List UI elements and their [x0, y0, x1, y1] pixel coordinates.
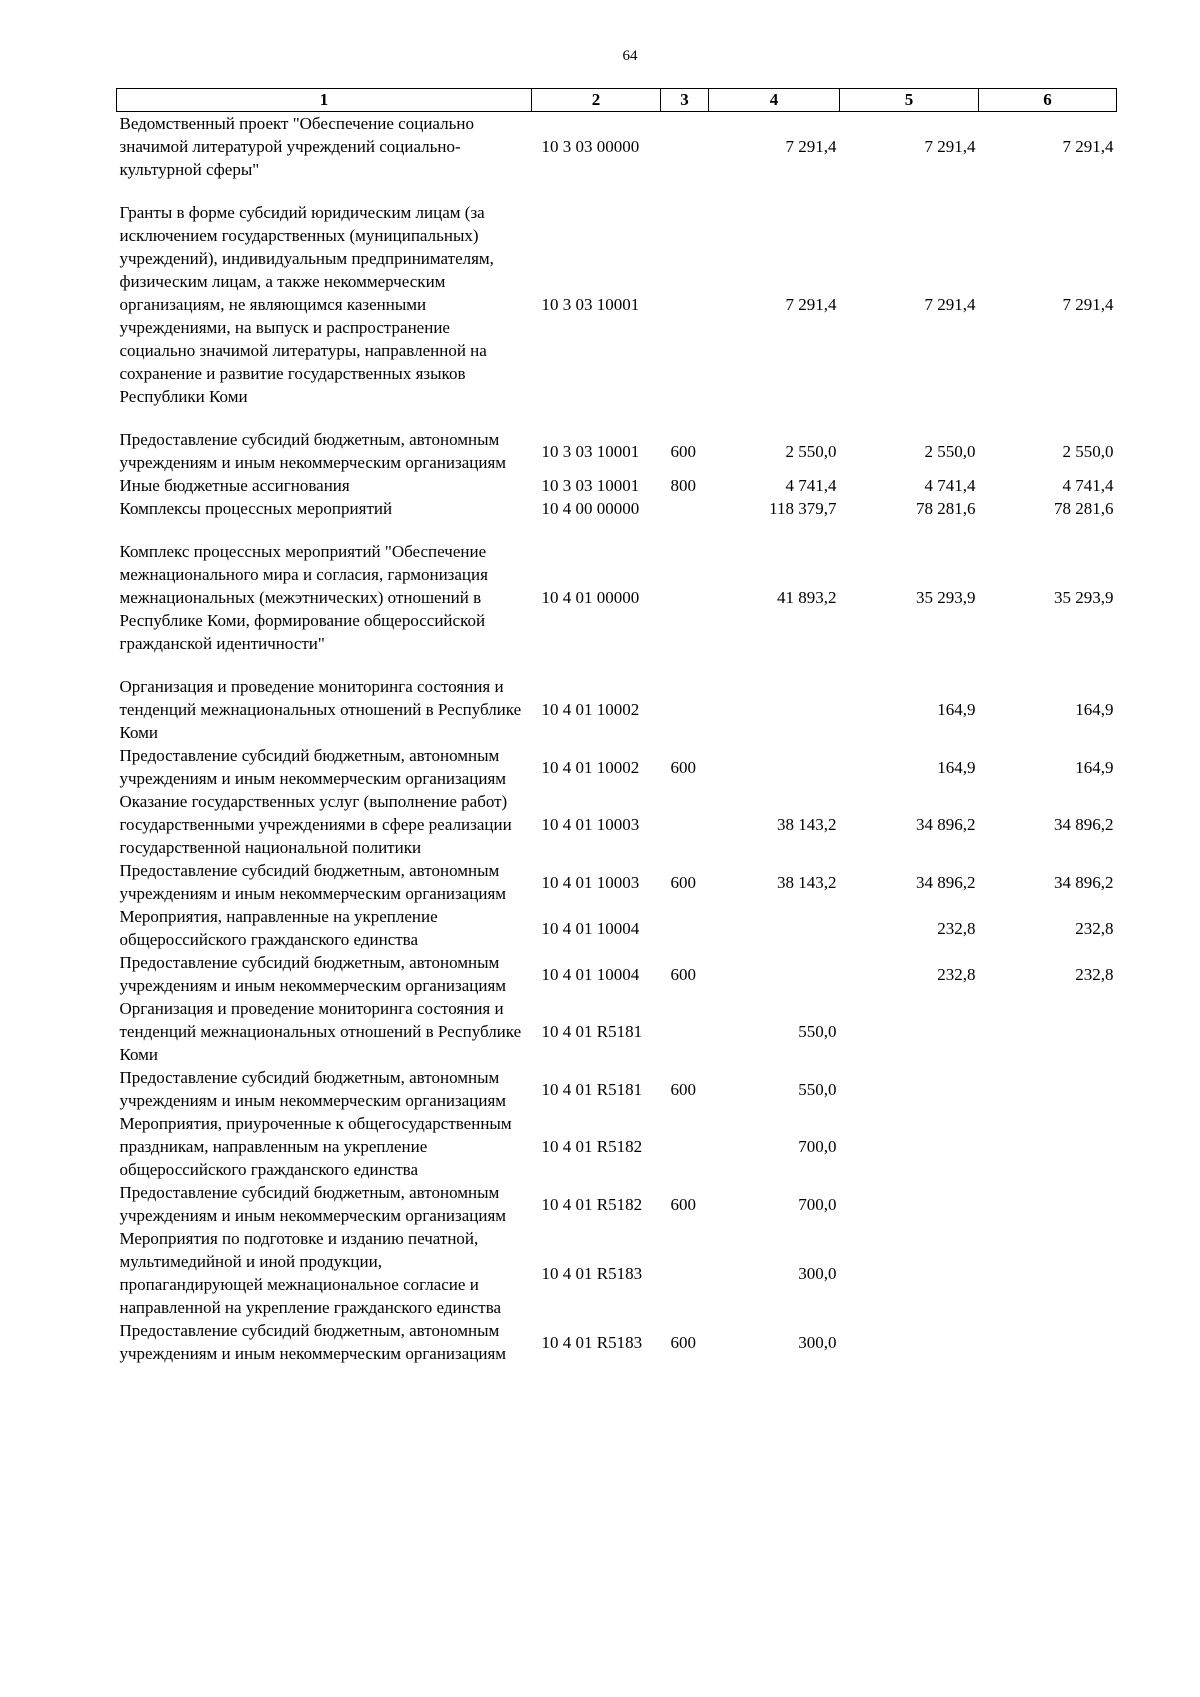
- row-spacer-cell: [117, 655, 1117, 675]
- row-value-col5-cell: 34 896,2: [916, 815, 976, 834]
- row-name-cell: Гранты в форме субсидий юридическим лицам (за исключением государственных (муниципальных) учреждений), индивидуальным предпринимателям, физическим лицам, а также некоммерческим организациям, не являющимся казенными учреждениями, на выпуск и распространение социально значимой литературы, направленной на сохранение и развитие государственных языков Республики Коми: [119, 203, 494, 406]
- row-code-cell: 10 4 01 10004: [541, 918, 640, 938]
- row-code-cell: 10 4 01 10004: [541, 964, 640, 984]
- row-value-col5-cell: [840, 997, 979, 1066]
- row-name-cell: Предоставление субсидий бюджетным, автономным учреждениям и иным некоммерческим организациям: [119, 953, 507, 995]
- row-code-cell: 10 4 01 R5181: [541, 1022, 643, 1041]
- row-expense-type-cell: [661, 905, 709, 951]
- column-header-3: 3: [661, 89, 709, 112]
- row-code-cell: 10 4 01 00000: [541, 588, 640, 607]
- row-value-col5-cell: 232,8: [937, 918, 976, 938]
- row-value-col5-cell: 7 291,4: [924, 295, 976, 314]
- row-value-col6-cell: 34 896,2: [1054, 872, 1114, 892]
- row-name-cell: Ведомственный проект "Обеспечение социально значимой литературой учреждений социально-культурной сферы": [119, 114, 474, 179]
- row-code-cell: 10 4 01 R5183: [541, 1332, 643, 1352]
- row-name-cell: Комплекс процессных мероприятий "Обеспечение межнационального мира и согласия, гармонизация межнациональных (межэтнических) отношений в Республике Коми, формирование общероссийской гражданской идентичности": [119, 542, 488, 653]
- table-header: [117, 89, 1117, 112]
- row-expense-type-cell: [661, 540, 709, 655]
- table-row: [117, 428, 1117, 474]
- column-header-2: 2: [532, 89, 661, 112]
- table-row: [117, 201, 1117, 408]
- row-expense-type-cell: [661, 1112, 709, 1181]
- page-number: 64: [622, 48, 638, 64]
- row-value-col6-cell: 164,9: [1075, 757, 1114, 777]
- header-row: [117, 89, 1117, 112]
- row-spacer: [117, 181, 1117, 201]
- row-expense-type-cell: [661, 497, 709, 520]
- row-value-col4-cell: 300,0: [798, 1332, 837, 1352]
- row-code-cell: 10 4 01 10003: [541, 872, 640, 892]
- row-value-col5-cell: 2 550,0: [924, 441, 976, 461]
- row-value-col6-cell: [979, 1319, 1117, 1365]
- row-value-col4-cell: 38 143,2: [777, 872, 837, 892]
- row-value-col6-cell: [979, 1181, 1117, 1227]
- row-value-col4-cell: 7 291,4: [785, 137, 837, 156]
- row-value-col6-cell: [979, 1112, 1117, 1181]
- row-value-col6-cell: 232,8: [1075, 964, 1114, 984]
- table-row: [117, 1066, 1117, 1112]
- table-row: [117, 997, 1117, 1066]
- row-expense-type-cell: [661, 201, 709, 408]
- row-spacer: [117, 520, 1117, 540]
- row-spacer-cell: [117, 408, 1117, 428]
- row-code-cell: 10 4 01 R5183: [541, 1263, 643, 1283]
- row-value-col6-cell: [979, 997, 1117, 1066]
- row-value-col6-cell: 78 281,6: [1054, 499, 1114, 518]
- row-value-col6-cell: 7 291,4: [1062, 137, 1114, 156]
- row-code-cell: 10 4 01 10002: [541, 757, 640, 777]
- table-row: [117, 1227, 1117, 1319]
- row-name-cell: Оказание государственных услуг (выполнение работ) государственными учреждениями в сфере реализации государственной национальной политики: [119, 792, 512, 857]
- row-value-col5-cell: [840, 1319, 979, 1365]
- column-header-4: 4: [709, 89, 840, 112]
- row-value-col5-cell: 34 896,2: [916, 872, 976, 892]
- row-expense-type-cell: 600: [670, 872, 696, 892]
- row-value-col5-cell: [840, 1181, 979, 1227]
- row-value-col4-cell: 700,0: [798, 1194, 837, 1214]
- row-name-cell: Предоставление субсидий бюджетным, автономным учреждениям и иным некоммерческим организациям: [119, 1321, 507, 1363]
- table-row: [117, 859, 1117, 905]
- row-expense-type-cell: 600: [670, 1332, 696, 1352]
- row-name-cell: Мероприятия по подготовке и изданию печатной, мультимедийной и иной продукции, пропагандирующей межнациональное согласие и направленной на укрепление гражданского единства: [119, 1229, 502, 1317]
- row-code-cell: 10 4 01 R5182: [541, 1194, 643, 1214]
- row-value-col5-cell: 78 281,6: [916, 499, 976, 518]
- row-value-col4-cell: 550,0: [798, 1022, 837, 1041]
- row-value-col6-cell: 34 896,2: [1054, 815, 1114, 834]
- row-value-col6-cell: 232,8: [1075, 918, 1114, 938]
- table-row: [117, 790, 1117, 859]
- row-value-col5-cell: [840, 1227, 979, 1319]
- table-row: [117, 474, 1117, 497]
- row-code-cell: 10 3 03 10001: [541, 295, 640, 314]
- row-expense-type-cell: [661, 790, 709, 859]
- row-value-col4-cell: 550,0: [798, 1079, 837, 1099]
- row-spacer-cell: [117, 520, 1117, 540]
- table-row: [117, 744, 1117, 790]
- row-expense-type-cell: [661, 1227, 709, 1319]
- table-row: [117, 112, 1117, 182]
- table-row: [117, 675, 1117, 744]
- row-code-cell: 10 4 00 00000: [541, 499, 640, 518]
- row-expense-type-cell: [661, 675, 709, 744]
- row-name-cell: Предоставление субсидий бюджетным, автономным учреждениям и иным некоммерческим организациям: [119, 746, 507, 788]
- row-spacer: [117, 655, 1117, 675]
- row-expense-type-cell: [661, 997, 709, 1066]
- row-name-cell: Предоставление субсидий бюджетным, автономным учреждениям и иным некоммерческим организациям: [119, 1068, 507, 1110]
- column-header-1: 1: [117, 89, 532, 112]
- row-code-cell: 10 3 03 10001: [541, 441, 640, 461]
- row-value-col4-cell: 300,0: [798, 1263, 837, 1283]
- row-name-cell: Организация и проведение мониторинга состояния и тенденций межнациональных отношений в Республике Коми: [119, 677, 522, 742]
- row-value-col5-cell: [840, 1112, 979, 1181]
- row-spacer-cell: [117, 181, 1117, 201]
- row-value-col4-cell: [709, 905, 840, 951]
- row-expense-type-cell: 600: [670, 441, 696, 461]
- row-value-col4-cell: 118 379,7: [769, 499, 837, 518]
- row-value-col6-cell: [979, 1227, 1117, 1319]
- row-value-col4-cell: 38 143,2: [777, 815, 837, 834]
- row-expense-type-cell: [661, 112, 709, 182]
- row-name-cell: Предоставление субсидий бюджетным, автономным учреждениям и иным некоммерческим организациям: [119, 430, 507, 472]
- row-name-cell: Комплексы процессных мероприятий: [119, 499, 393, 518]
- row-expense-type-cell: 600: [670, 1079, 696, 1099]
- row-value-col6-cell: [979, 1066, 1117, 1112]
- row-code-cell: 10 3 03 00000: [541, 137, 640, 156]
- row-value-col4-cell: [709, 951, 840, 997]
- table-row: [117, 1319, 1117, 1365]
- row-expense-type-cell: 800: [670, 476, 696, 495]
- row-value-col6-cell: 35 293,9: [1054, 588, 1114, 607]
- row-value-col6-cell: 164,9: [1075, 700, 1114, 719]
- row-value-col4-cell: [709, 675, 840, 744]
- row-value-col5-cell: 7 291,4: [924, 137, 976, 156]
- row-value-col5-cell: 35 293,9: [916, 588, 976, 607]
- row-code-cell: 10 4 01 R5181: [541, 1079, 643, 1099]
- table-row: [117, 1181, 1117, 1227]
- table-row: [117, 540, 1117, 655]
- row-name-cell: Мероприятия, приуроченные к общегосударственным праздникам, направленным на укрепление общероссийского гражданского единства: [119, 1114, 512, 1179]
- table-row: [117, 1112, 1117, 1181]
- row-name-cell: Предоставление субсидий бюджетным, автономным учреждениям и иным некоммерческим организациям: [119, 1183, 507, 1225]
- row-value-col5-cell: [840, 1066, 979, 1112]
- row-code-cell: 10 3 03 10001: [541, 476, 640, 495]
- row-value-col5-cell: 232,8: [937, 964, 976, 984]
- row-name-cell: Организация и проведение мониторинга состояния и тенденций межнациональных отношений в Республике Коми: [119, 999, 522, 1064]
- row-value-col4-cell: [709, 744, 840, 790]
- row-value-col6-cell: 7 291,4: [1062, 295, 1114, 314]
- column-header-5: 5: [840, 89, 979, 112]
- table-row: [117, 905, 1117, 951]
- row-value-col4-cell: 4 741,4: [785, 476, 837, 495]
- row-value-col6-cell: 4 741,4: [1062, 476, 1114, 495]
- budget-table: [116, 88, 1117, 1365]
- row-spacer: [117, 408, 1117, 428]
- row-value-col5-cell: 164,9: [937, 757, 976, 777]
- row-value-col5-cell: 164,9: [937, 700, 976, 719]
- row-code-cell: 10 4 01 10003: [541, 815, 640, 834]
- row-value-col6-cell: 2 550,0: [1062, 441, 1114, 461]
- row-code-cell: 10 4 01 R5182: [541, 1137, 643, 1156]
- row-name-cell: Предоставление субсидий бюджетным, автономным учреждениям и иным некоммерческим организациям: [119, 861, 507, 903]
- table-body: [117, 112, 1117, 1366]
- table-row: [117, 951, 1117, 997]
- row-value-col5-cell: 4 741,4: [924, 476, 976, 495]
- row-expense-type-cell: 600: [670, 757, 696, 777]
- row-name-cell: Иные бюджетные ассигнования: [119, 476, 350, 495]
- row-value-col4-cell: 7 291,4: [785, 295, 837, 314]
- row-value-col4-cell: 41 893,2: [777, 588, 837, 607]
- table-row: [117, 497, 1117, 520]
- row-expense-type-cell: 600: [670, 1194, 696, 1214]
- row-code-cell: 10 4 01 10002: [541, 700, 640, 719]
- row-expense-type-cell: 600: [670, 964, 696, 984]
- row-value-col4-cell: 2 550,0: [785, 441, 837, 461]
- column-header-6: 6: [979, 89, 1117, 112]
- row-value-col4-cell: 700,0: [798, 1137, 837, 1156]
- row-name-cell: Мероприятия, направленные на укрепление общероссийского гражданского единства: [119, 907, 438, 949]
